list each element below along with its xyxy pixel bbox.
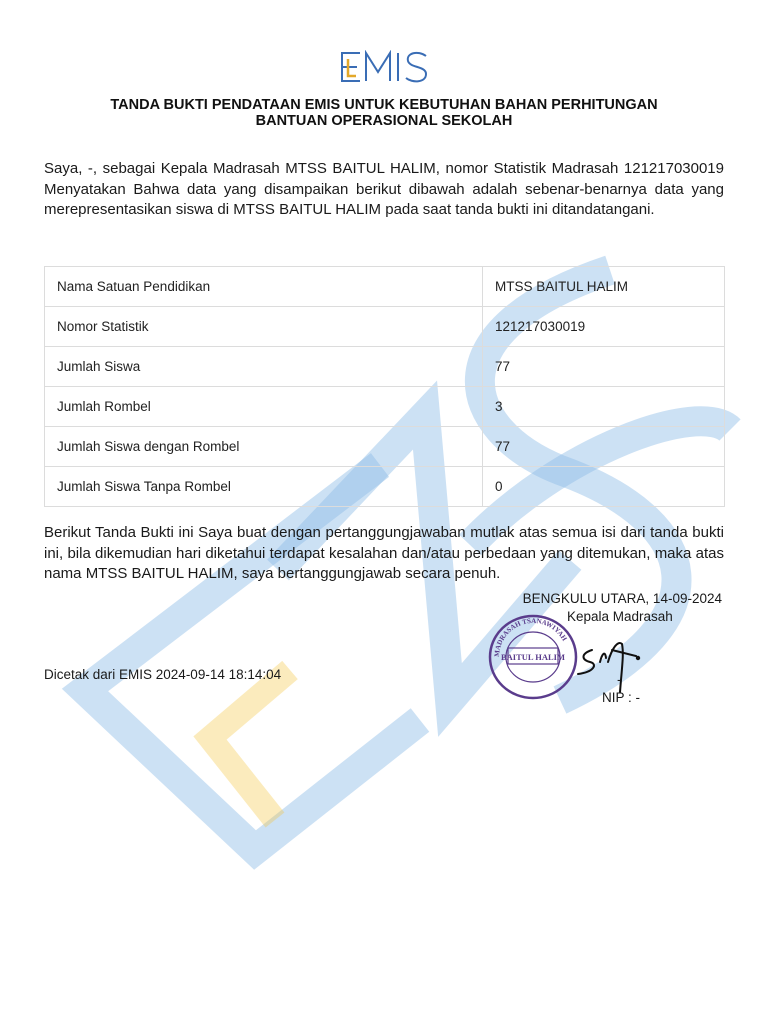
row-label: Nomor Statistik xyxy=(45,307,483,347)
data-table xyxy=(44,266,725,507)
row-label: Nama Satuan Pendidikan xyxy=(45,267,483,307)
row-label: Jumlah Siswa xyxy=(45,347,483,387)
table-row xyxy=(45,267,725,307)
official-stamp xyxy=(488,614,578,700)
row-value: 0 xyxy=(483,467,725,507)
row-value: 77 xyxy=(483,347,725,387)
title-line-1: TANDA BUKTI PENDATAAN EMIS UNTUK KEBUTUHAN BAHAN PERHITUNGAN xyxy=(110,97,658,113)
table-row xyxy=(45,387,725,427)
signer-nip: NIP : - xyxy=(602,690,641,705)
row-value: MTSS BAITUL HALIM xyxy=(483,267,725,307)
stamp-center-text: BAITUL HALIM xyxy=(501,652,565,662)
document-title xyxy=(40,97,728,129)
row-value: 77 xyxy=(483,427,725,467)
table-row xyxy=(45,427,725,467)
table-row xyxy=(45,307,725,347)
row-label: Jumlah Siswa dengan Rombel xyxy=(45,427,483,467)
signer-name: - xyxy=(617,672,622,687)
stamp-ring-text: MADRASAH TSANAWIYAH xyxy=(492,616,569,658)
emis-logo xyxy=(338,50,430,84)
watermark-accent xyxy=(210,670,290,820)
handwritten-signature xyxy=(572,628,652,698)
closing-paragraph: Berikut Tanda Bukti ini Saya buat dengan pertanggungjawaban mutlak atas semua isi dari tanda bukti ini, bila dikemudian hari diketahui terdapat kesalahan dan/atau perbedaan yang ditemukan, maka atas nama MTSS BAITUL HALIM, saya bertanggungjawab secara penuh. xyxy=(44,524,724,582)
row-label: Jumlah Siswa Tanpa Rombel xyxy=(45,467,483,507)
row-value: 121217030019 xyxy=(483,307,725,347)
row-label: Jumlah Rombel xyxy=(45,387,483,427)
title-line-2: BANTUAN OPERASIONAL SEKOLAH xyxy=(255,113,513,129)
table-row xyxy=(45,347,725,387)
statement-paragraph: Saya, -, sebagai Kepala Madrasah MTSS BAITUL HALIM, nomor Statistik Madrasah 121217030019 Menyatakan Bahwa data yang disampaikan berikut dibawah adalah sebenar-benarnya data yang merepresentasikan siswa di MTSS BAITUL HALIM pada saat tanda bukti ini ditandatangani. xyxy=(44,160,724,218)
signer-role: Kepala Madrasah xyxy=(567,609,673,624)
row-value: 3 xyxy=(483,387,725,427)
place-date: BENGKULU UTARA, 14-09-2024 xyxy=(522,591,722,606)
table-row xyxy=(45,467,725,507)
printed-timestamp: Dicetak dari EMIS 2024-09-14 18:14:04 xyxy=(44,667,282,682)
